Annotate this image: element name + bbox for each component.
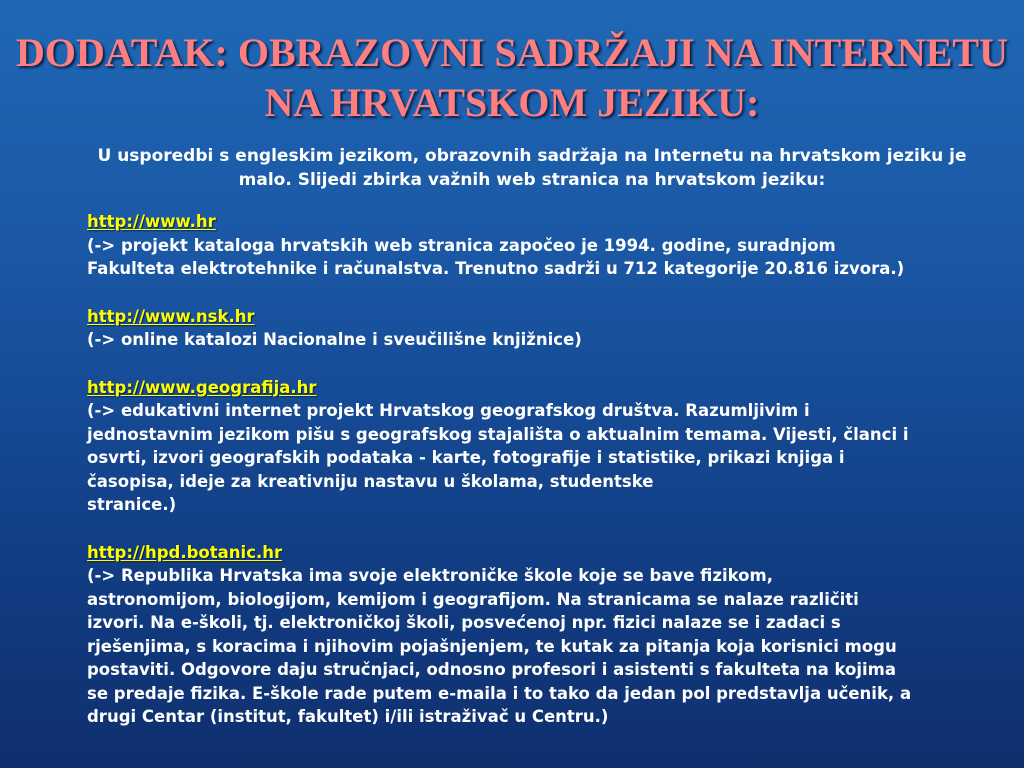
link-entry-geografija bbox=[87, 376, 987, 517]
link-description: (-> projekt kataloga hrvatskih web stranica započeo je 1994. godine, suradnjom Fakulteta elektrotehnike i računalstva. Trenutno sadrži u 712 kategorije 20.816 izvora.) bbox=[87, 235, 905, 278]
link-entry-www-hr bbox=[87, 210, 987, 281]
link-entry-nsk bbox=[87, 305, 987, 352]
link-geografija[interactable]: http://www.geografija.hr bbox=[87, 377, 317, 397]
link-nsk[interactable]: http://www.nsk.hr bbox=[87, 306, 255, 326]
link-www-hr[interactable]: http://www.hr bbox=[87, 212, 216, 231]
intro-paragraph: U usporedbi s engleskim jezikom, obrazovnih sadržaja na Internetu na hrvatskom jeziku je malo. Slijedi zbirka važnih web stranica na hrvatskom jeziku: bbox=[97, 146, 967, 190]
link-entry-botanic bbox=[87, 541, 987, 729]
link-botanic[interactable]: http://hpd.botanic.hr bbox=[87, 542, 283, 562]
link-description: (-> online katalozi Nacionalne i sveučilišne knjižnice) bbox=[87, 330, 582, 349]
slide-title: DODATAK: OBRAZOVNI SADRŽAJI NA INTERNETU NA HRVATSKOM JEZIKU: bbox=[16, 30, 1008, 125]
link-description: (-> Republika Hrvatska ima svoje elektroničke škole koje se bave fizikom, astronomijom, biologijom, kemijom i geografijom. Na stranicama se nalaze različiti izvori. Na e-školi, tj. elektroničkoj školi, posvećenoj npr. fizici nalaze se i zadaci s rješenjima, s koracima i njihovim pojašnjenjem, te kutak za pitanja koja korisnici mogu postaviti. Odgovore daju stručnjaci, odnosno profesori i asistenti s fakulteta na kojima se predaje fizika. E-škole rade putem e-maila i to tako da jedan pol predstavlja učenik, a drugi Centar (institut, fakultet) i/ili istraživač u Centru.) bbox=[87, 566, 912, 726]
link-description: (-> edukativni internet projekt Hrvatskog geografskog društva. Razumljivim i jednostavnim jezikom pišu s geografskog stajališta o aktualnim temama. Vijesti, članci i osvrti, izvori geografskih podataka - karte, fotografije i statistike, prikazi knjiga i časopisa, ideje za kreativniju nastavu u školama, studentske stranice.) bbox=[87, 401, 909, 514]
link-list bbox=[87, 210, 987, 753]
